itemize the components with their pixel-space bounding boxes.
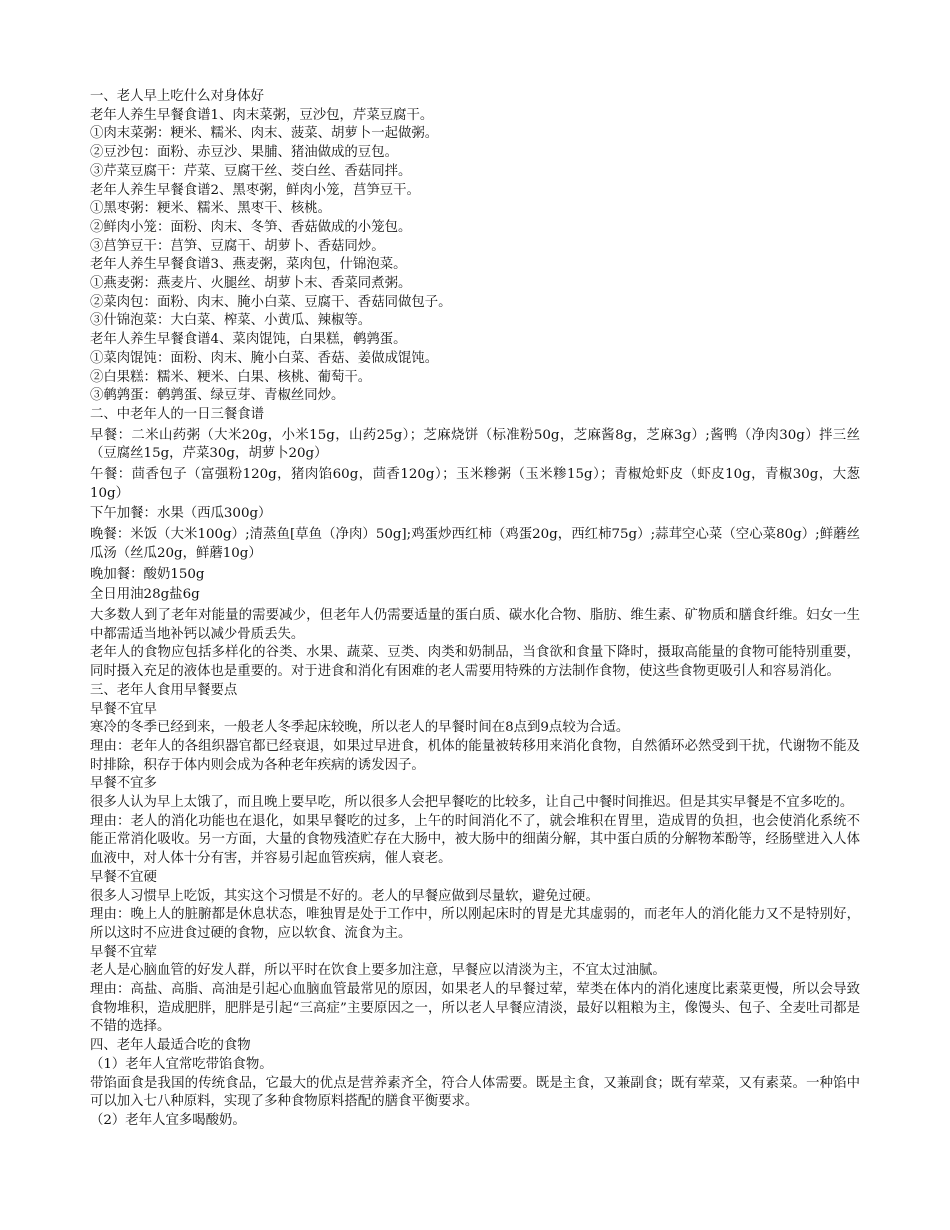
meal-afternoon-snack: 下午加餐：水果（西瓜300g）: [90, 506, 272, 522]
section-heading-1: 一、老人早上吃什么对身体好: [90, 89, 265, 104]
section-heading-2: 二、中老年人的一日三餐食谱: [90, 406, 265, 422]
paragraph: 理由：老人的消化功能也在退化，如果早餐吃的过多，上午的时间消化不了，就会堆积在胃里，造成胃的负担，也会使消化系统不能正常消化吸收。另一方面，大量的食物残渣贮存在大肠中，被大肠中的细菌分解，其中蛋白质的分解物苯酚等，经肠壁进入人体血液中，对人体十分有害，并容易引起血管疾病，催人衰老。: [90, 813, 860, 867]
meal-lunch: 午餐：茴香包子（富强粉120g，猪肉馅60g，茴香120g）；玉米糁粥（玉米糁15g）；青椒炝虾皮（虾皮10g，青椒30g，大葱10g）: [90, 467, 860, 501]
paragraph: 老年人的食物应包括多样化的谷类、水果、蔬菜、豆类、肉类和奶制品，当食欲和食量下降时，摄取高能量的食物可能特别重要，同时摄入充足的液体也是重要的。对于进食和消化有困难的老人需要用特殊的方法制作食物，使这些食物更吸引人和容易消化。: [90, 645, 860, 680]
subheading: 早餐不宜多: [90, 776, 157, 792]
recipe-title-1: 老年人养生早餐食谱1、肉末菜粥，豆沙包，芹菜豆腐干。: [90, 107, 434, 123]
recipe-title-4: 老年人养生早餐食谱4、菜肉馄饨，白果糕，鹌鹑蛋。: [90, 332, 407, 348]
section-heading-3: 三、老年人食用早餐要点: [90, 682, 238, 698]
recipe-item: ①黑枣粥：粳米、糯米、黑枣干、核桃。: [90, 201, 332, 217]
recipe-item: ①燕麦粥：燕麦片、火腿丝、胡萝卜末、香菜同煮粥。: [90, 276, 412, 292]
recipe-title-2: 老年人养生早餐食谱2、黑枣粥，鲜肉小笼，莒笋豆干。: [90, 182, 420, 198]
subheading: （2）老年人宜多喝酸奶。: [90, 1112, 246, 1128]
recipe-item: ②鲜肉小笼：面粉、肉末、冬笋、香菇做成的小笼包。: [90, 219, 412, 235]
section-heading-4: 四、老年人最适合吃的食物: [90, 1038, 251, 1054]
recipe-item: ①菜肉馄饨：面粉、肉末、腌小白菜、香菇、姜做成馄饨。: [90, 350, 439, 366]
paragraph: 大多数人到了老年对能量的需要减少，但老年人仍需要适量的蛋白质、碳水化合物、脂肪、维生素、矿物质和膳食纤维。妇女一生中都需适当地补钙以减少骨质丢失。: [90, 607, 860, 642]
paragraph: 很多人习惯早上吃饭，其实这个习惯是不好的。老人的早餐应做到尽量软，避免过硬。: [90, 888, 599, 904]
paragraph: 老人是心脑血管的好发人群，所以平时在饮食上要多加注意，早餐应以清淡为主，不宜太过油腻。: [90, 963, 666, 979]
recipe-item: ①肉末菜粥：粳米、糯米、肉末、菠菜、胡萝卜一起做粥。: [90, 126, 439, 142]
subheading: 早餐不宜早: [90, 701, 157, 717]
recipe-item: ③什锦泡菜：大白菜、榨菜、小黄瓜、辣椒等。: [90, 313, 372, 329]
paragraph: 带馅面食是我国的传统食品，它最大的优点是营养素齐全，符合人体需要。既是主食，又兼副食；既有荤菜，又有素菜。一种馅中可以加入七八种原料，实现了多种食物原料搭配的膳食平衡要求。: [90, 1075, 860, 1110]
recipe-item: ②白果糕：糯米、粳米、白果、核桃、葡萄干。: [90, 369, 372, 385]
recipe-item: ③芹菜豆腐干：芹菜、豆腐干丝、茭白丝、香菇同拌。: [90, 163, 412, 179]
paragraph: 很多人认为早上太饿了，而且晚上要早吃，所以很多人会把早餐吃的比较多，让自己中餐时间推迟。但是其实早餐是不宜多吃的。: [90, 795, 854, 811]
recipe-item: ③莒笋豆干：莒笋、豆腐干、胡萝卜、香菇同炒。: [90, 238, 385, 254]
meal-breakfast: 早餐：二米山药粥（大米20g，小米15g，山药25g）；芝麻烧饼（标准粉50g，芝麻酱8g，芝麻3g）;酱鸭（净肉30g）拌三丝（豆腐丝15g，芹菜30g，胡萝卜20g）: [90, 427, 860, 462]
paragraph: 理由：晚上人的脏腑都是休息状态，唯独胃是处于工作中，所以刚起床时的胃是尤其虚弱的，而老年人的消化能力又不是特别好，所以这时不应进食过硬的食物，应以软食、流食为主。: [90, 907, 860, 941]
paragraph: 理由：老年人的各组织器官都已经衰退，如果过早进食，机体的能量被转移用来消化食物，自然循环必然受到干扰，代谢物不能及时排除，积存于体内则会成为各种老年疾病的诱发因子。: [90, 738, 860, 773]
paragraph: 理由：高盐、高脂、高油是引起心血脑血管最常见的原因，如果老人的早餐过荤，荤类在体内的消化速度比素菜更慢，所以会导致食物堆积，造成肥胖，肥胖是引起“三高症”主要原因之一，所以老人早餐应清淡，最好以粗粮为主，像馒头、包子、全麦吐司都是不错的选择。: [90, 982, 860, 1035]
subheading: 早餐不宜硬: [90, 869, 157, 885]
subheading: （1）老年人宜常吃带馅食物。: [90, 1056, 273, 1072]
daily-oil-salt: 全日用油28g盐6g: [90, 587, 200, 603]
recipe-item: ②豆沙包：面粉、赤豆沙、果脯、猪油做成的豆包。: [90, 145, 398, 161]
recipe-title-3: 老年人养生早餐食谱3、燕麦粥，菜肉包，什锦泡菜。: [90, 257, 407, 273]
recipe-item: ②菜肉包：面粉、肉末、腌小白菜、豆腐干、香菇同做包子。: [90, 294, 452, 310]
meal-evening-snack: 晚加餐：酸奶150g: [90, 566, 205, 582]
recipe-item: ③鹌鹑蛋：鹌鹑蛋、绿豆芽、青椒丝同炒。: [90, 388, 345, 404]
paragraph: 寒冷的冬季已经到来，一般老人冬季起床较晚，所以老人的早餐时间在8点到9点较为合适。: [90, 720, 630, 736]
meal-dinner: 晚餐：米饭（大米100g）;清蒸鱼[草鱼（净肉）50g];鸡蛋炒西红柿（鸡蛋20g，西红柿75g）;蒜茸空心菜（空心菜80g）;鲜蘑丝瓜汤（丝瓜20g，鲜蘑10g）: [90, 527, 860, 561]
subheading: 早餐不宜荤: [90, 944, 157, 960]
